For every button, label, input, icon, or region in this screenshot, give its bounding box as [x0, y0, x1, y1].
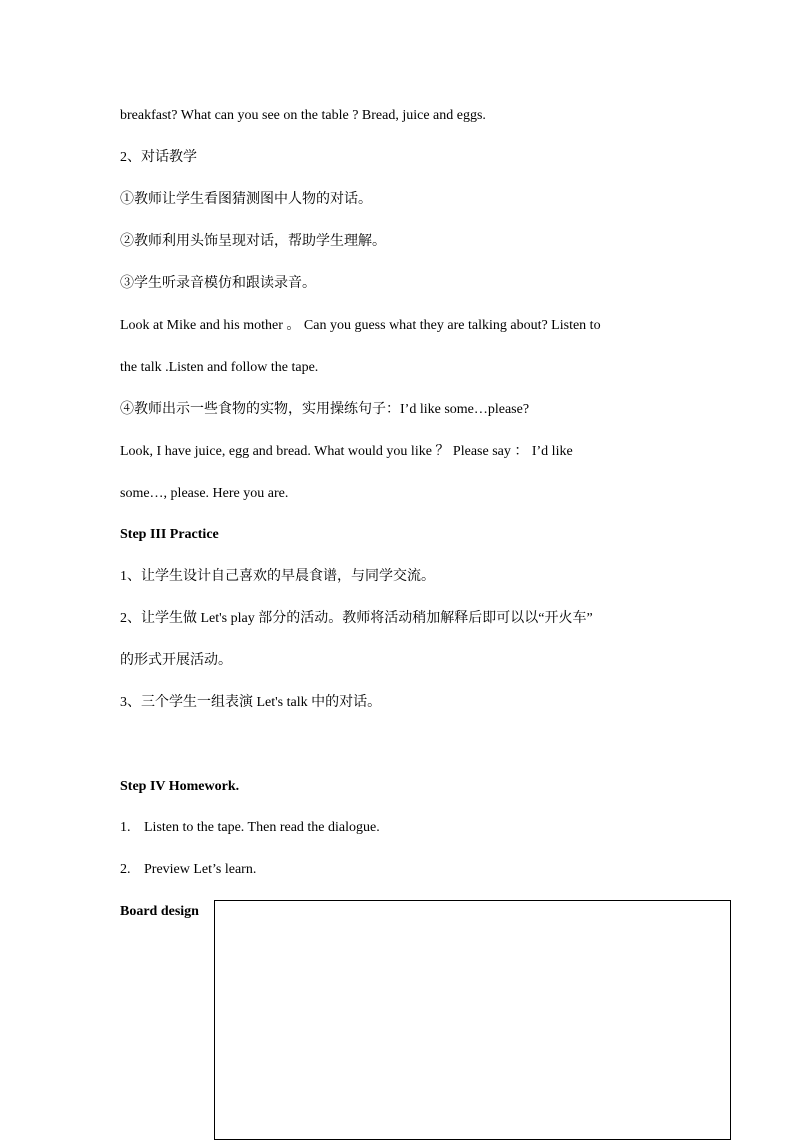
paragraph-line: breakfast? What can you see on the table ? Bread, juice and eggs. — [120, 108, 486, 123]
list-number: 2. — [120, 862, 131, 877]
step3-item-2: 2、让学生做 Let's play 部分的活动。教师将活动稍加解释后即可以以“开火车” — [120, 611, 593, 626]
paragraph-line: Look at Mike and his mother 。 Can you guess what they are talking about? Listen to — [120, 318, 601, 333]
list-text: Preview Let’s learn. — [144, 862, 257, 877]
paragraph-line: the talk .Listen and follow the tape. — [120, 360, 319, 375]
step3-item-1: 1、让学生设计自己喜欢的早晨食谱，与同学交流。 — [120, 569, 435, 584]
paragraph-line: ③学生听录音模仿和跟读录音。 — [120, 276, 316, 291]
paragraph-line: ①教师让学生看图猜测图中人物的对话。 — [120, 192, 372, 207]
list-number: 1. — [120, 820, 131, 835]
list-text: Listen to the tape. Then read the dialogue. — [144, 820, 380, 835]
step3-item-2-cont: 的形式开展活动。 — [120, 653, 232, 668]
section-title-dialogue: 2、对话教学 — [120, 150, 197, 165]
board-design-label: Board design — [120, 904, 199, 919]
paragraph-line: some…, please. Here you are. — [120, 486, 289, 501]
paragraph-line: ④教师出示一些食物的实物，实用操练句子：I’d like some…please? — [120, 402, 530, 417]
step3-item-3: 3、三个学生一组表演 Let's talk 中的对话。 — [120, 695, 382, 710]
paragraph-line: ②教师利用头饰呈现对话，帮助学生理解。 — [120, 234, 386, 249]
step4-heading: Step IV Homework. — [120, 779, 240, 794]
step3-heading: Step III Practice — [120, 527, 219, 542]
board-design-box — [214, 900, 731, 1140]
homework-item-2 — [120, 860, 256, 880]
homework-item-1 — [120, 818, 380, 838]
paragraph-line: Look, I have juice, egg and bread. What would you like ？ Please say ： I’d like — [120, 444, 573, 459]
